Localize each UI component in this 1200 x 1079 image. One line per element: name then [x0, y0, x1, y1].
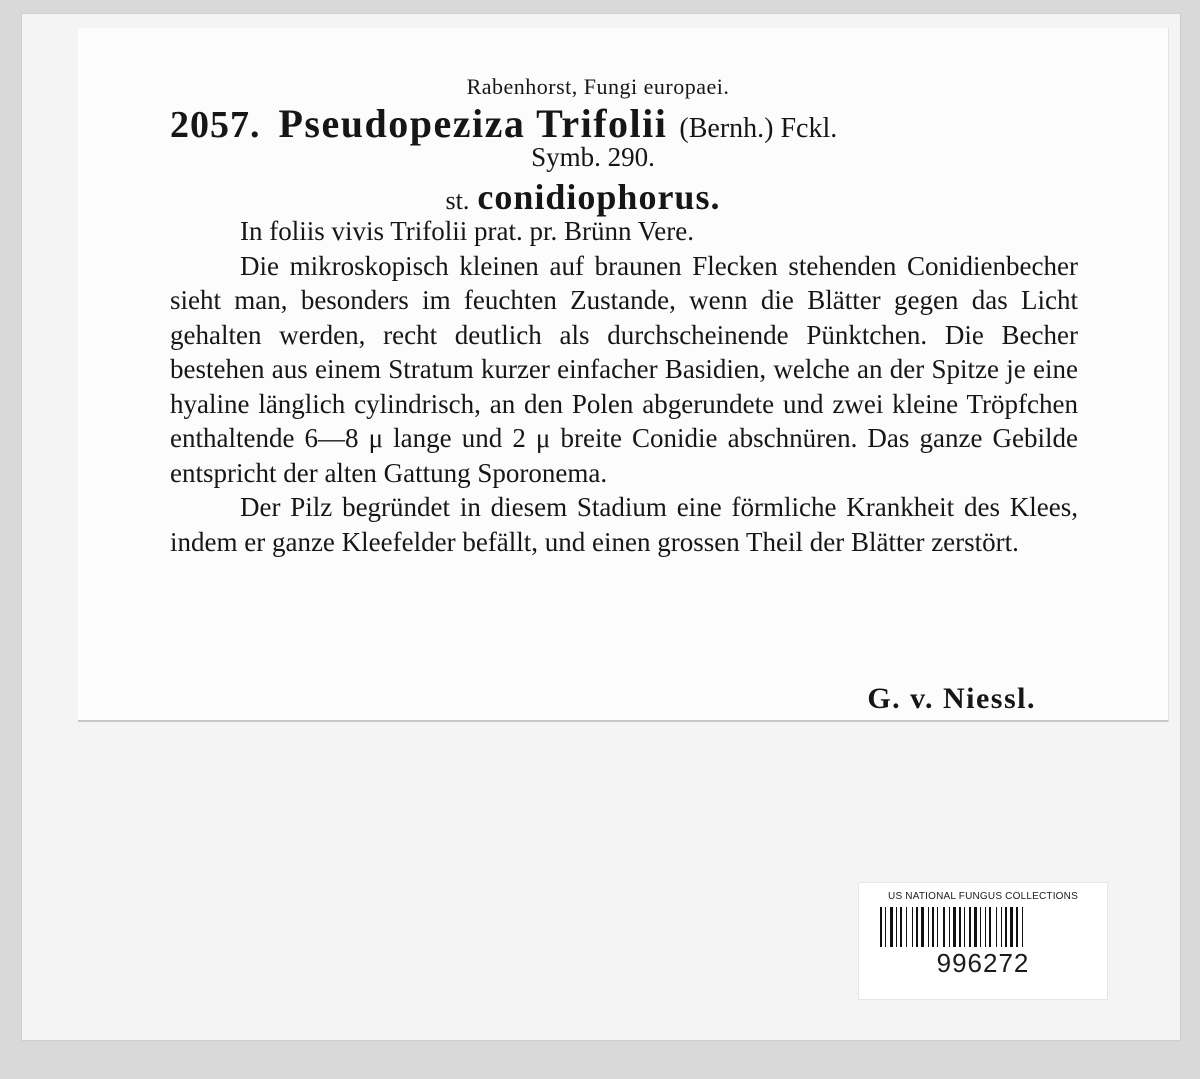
specimen-label: [78, 28, 1169, 722]
exsiccata-number: 2057.: [170, 104, 261, 146]
barcode-bar: [890, 907, 893, 947]
barcode-bar: [985, 907, 986, 947]
literature-reference: Symb. 290.: [531, 142, 655, 172]
barcode-bar: [885, 907, 886, 947]
barcode-bar: [989, 907, 991, 947]
barcode-label: [858, 882, 1108, 1000]
collector-signature: G. v. Niessl.: [867, 682, 1036, 715]
remarks-paragraph: Der Pilz begründet in diesem Stadium eine förmliche Krankheit des Klees, indem er ganze Kleefelder befällt, und einen grossen Theil der Blätter zerstört.: [170, 492, 1078, 557]
barcode-bar: [1010, 907, 1013, 947]
barcode-bar: [974, 907, 977, 947]
title-line: [170, 100, 837, 147]
barcode-bar: [969, 907, 971, 947]
barcode-bars: [878, 907, 1088, 947]
barcode-bar: [953, 907, 956, 947]
barcode-bar: [964, 907, 965, 947]
barcode-bar: [943, 907, 945, 947]
barcode-bar: [896, 907, 897, 947]
habitat-locality: In foliis vivis Trifolii prat. pr. Brünn Vere.: [240, 216, 695, 246]
state-line: [78, 176, 1168, 218]
barcode-bar: [900, 907, 902, 947]
exsiccata-series: Rabenhorst, Fungi europaei.: [466, 74, 730, 99]
state-name: conidiophorus.: [477, 177, 721, 217]
state-prefix: st.: [445, 186, 470, 215]
species-authority: (Bernh.) Fckl.: [679, 113, 838, 144]
description-paragraph: Die mikroskopisch kleinen auf braunen Flecken stehenden Conidienbecher sieht man, besonders im feuchten Zustande, wenn die Blätter gegen das Licht gehalten werden, recht deutlich als durchscheinende Pünktchen. Die Becher bestehen aus einem Stratum kurzer einfacher Basidien, welche an der Spitze je eine hyaline länglich cylindrisch, an den Polen abgerundete und zwei kleine Tröpfchen enthaltende 6—8 μ lange und 2 μ breite Conidie abschnüren. Das ganze Gebilde entspricht der alten Gattung Sporonema.: [170, 250, 1078, 488]
species-name: Pseudopeziza Trifolii: [278, 101, 668, 146]
herbarium-sheet: [22, 14, 1180, 1040]
barcode-bar: [937, 907, 938, 947]
barcode-bar: [1016, 907, 1018, 947]
barcode-bar: [980, 907, 981, 947]
label-description: [170, 214, 1078, 559]
barcode-bar: [912, 907, 913, 947]
barcode-bar: [916, 907, 918, 947]
barcode-bar: [932, 907, 934, 947]
catalog-number: 996272: [936, 948, 1030, 978]
barcode-bar: [921, 907, 924, 947]
barcode-bar: [1022, 907, 1023, 947]
barcode-bar: [949, 907, 950, 947]
barcode-bar: [906, 907, 907, 947]
barcode-bar: [1001, 907, 1002, 947]
barcode-bar: [996, 907, 997, 947]
collection-name: US NATIONAL FUNGUS COLLECTIONS: [888, 891, 1078, 902]
barcode-bar: [880, 907, 882, 947]
barcode-bar: [1005, 907, 1007, 947]
barcode-bar: [928, 907, 929, 947]
barcode-bar: [959, 907, 961, 947]
